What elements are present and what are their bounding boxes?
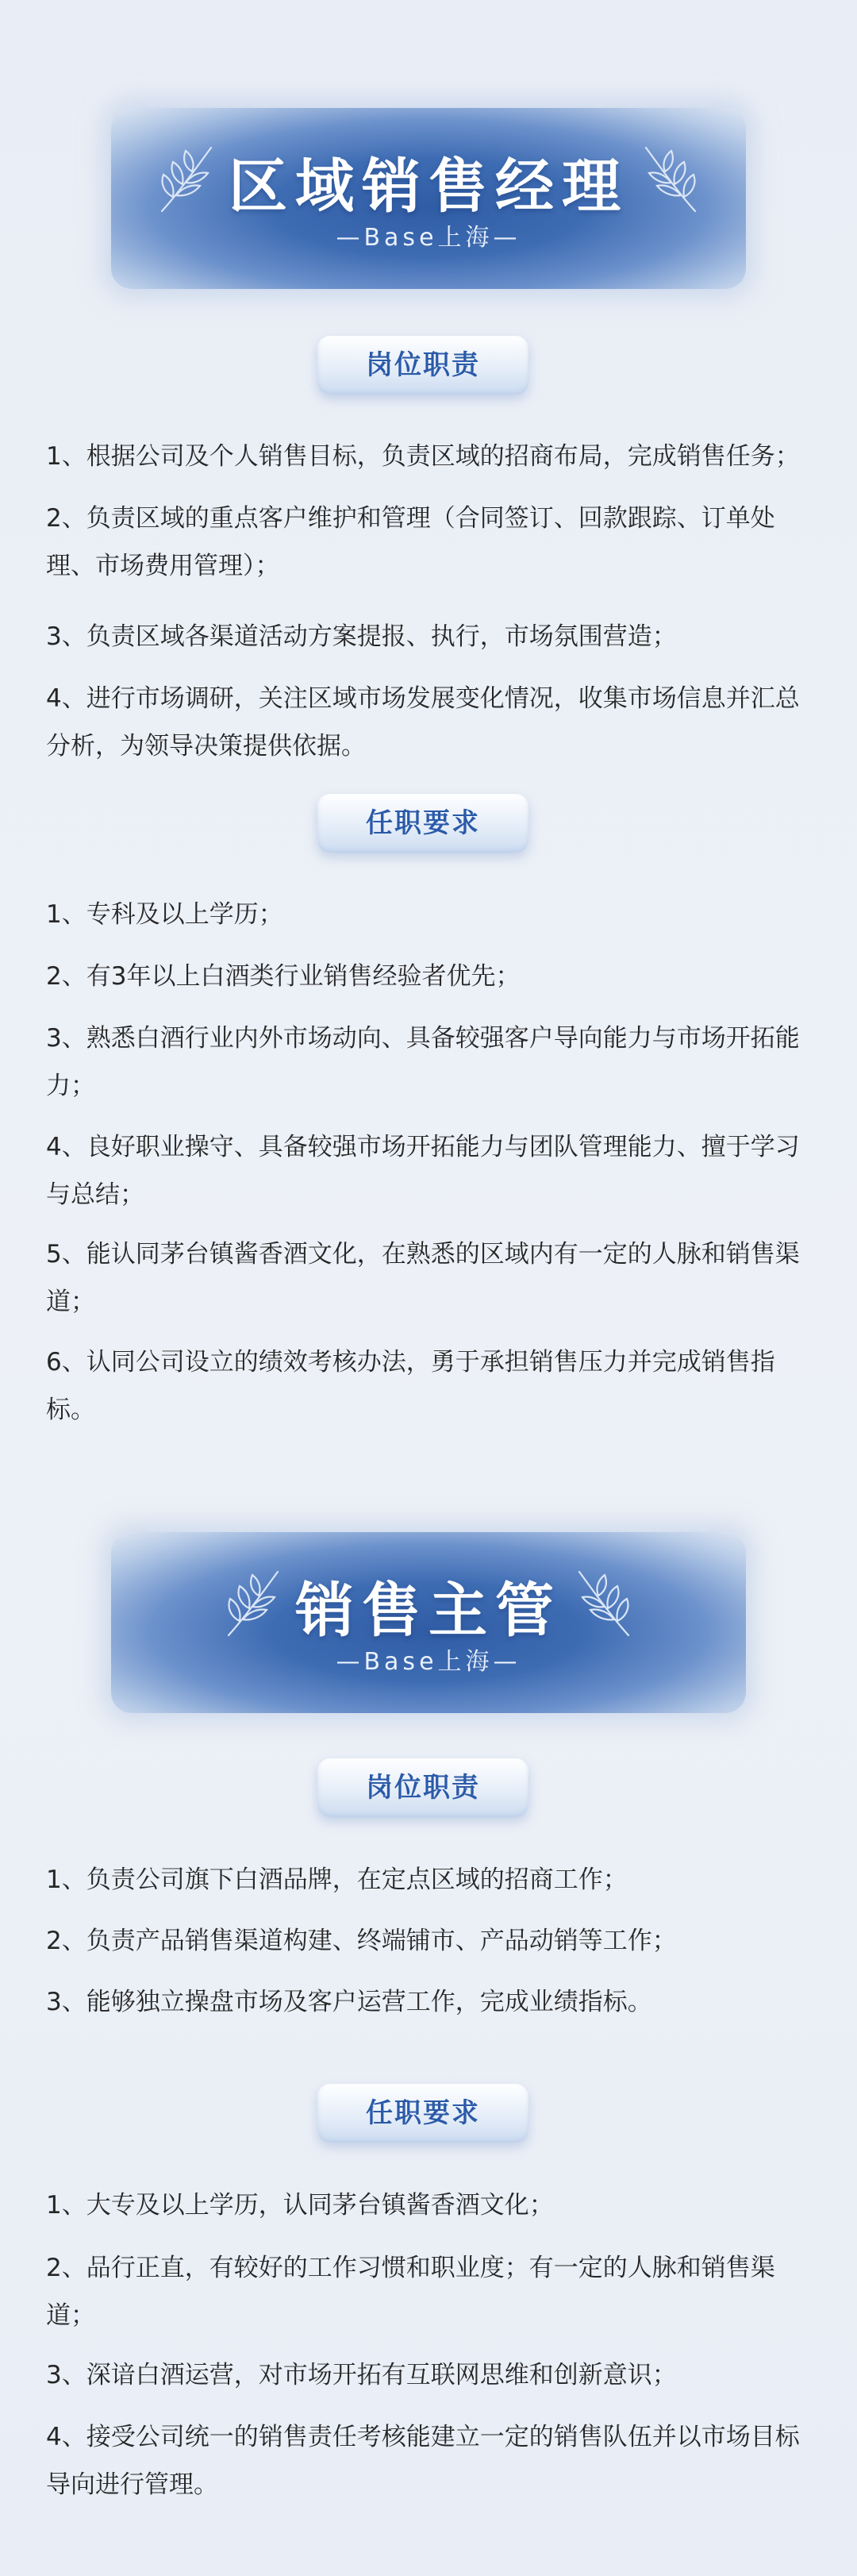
job-location: —Base上海— <box>336 224 521 252</box>
job-title-banner <box>111 1532 746 1713</box>
section-heading-duties: 岗位职责 <box>317 1758 528 1817</box>
requirement-item: 2、有3年以上白酒类行业销售经验者优先； <box>46 962 521 991</box>
duty-item: 2、负责区域的重点客户维护和管理（合同签订、回款跟踪、订单处理、市场费用管理）； <box>46 504 775 580</box>
section-heading-requirements: 任职要求 <box>317 2084 528 2143</box>
wheat-leaf-icon <box>641 143 701 214</box>
requirement-item: 2、品行正直，有较好的工作习惯和职业度；有一定的人脉和销售渠道； <box>46 2254 775 2330</box>
duty-item: 2、负责产品销售渠道构建、终端铺市、产品动销等工作； <box>46 1927 677 1955</box>
job-location: —Base上海— <box>336 1648 521 1676</box>
requirement-item: 4、接受公司统一的销售责任考核能建立一定的销售队伍并以市场目标导向进行管理。 <box>46 2423 800 2499</box>
requirement-item: 6、认同公司设立的绩效考核办法，勇于承担销售压力并完成销售指标。 <box>46 1348 775 1424</box>
section-heading-requirements: 任职要求 <box>317 794 528 853</box>
job-title-banner <box>111 108 746 289</box>
job-title: 区域销售经理 <box>229 152 628 221</box>
duty-item: 3、负责区域各渠道活动方案提报、执行，市场氛围营造； <box>46 622 677 651</box>
wheat-leaf-icon <box>575 1567 635 1638</box>
requirement-item: 1、大专及以上学历，认同茅台镇酱香酒文化； <box>46 2191 554 2220</box>
requirement-item: 1、专科及以上学历； <box>46 900 283 929</box>
duty-item: 3、能够独立操盘市场及客户运营工作，完成业绩指标。 <box>46 1988 652 2016</box>
requirement-item: 3、深谙白酒运营，对市场开拓有互联网思维和创新意识； <box>46 2361 677 2389</box>
requirement-item: 5、能认同茅台镇酱香酒文化，在熟悉的区域内有一定的人脉和销售渠道； <box>46 1240 800 1316</box>
section-heading-duties: 岗位职责 <box>317 336 528 395</box>
duty-item: 4、进行市场调研，关注区域市场发展变化情况，收集市场信息并汇总分析，为领导决策提供依据。 <box>46 684 800 760</box>
duty-item: 1、根据公司及个人销售目标，负责区域的招商布局，完成销售任务； <box>46 442 800 471</box>
requirement-item: 3、熟悉白酒行业内外市场动向、具备较强客户导向能力与市场开拓能力； <box>46 1024 800 1100</box>
job-title: 销售主管 <box>295 1577 562 1645</box>
duty-item: 1、负责公司旗下白酒品牌，在定点区域的招商工作； <box>46 1866 628 1894</box>
requirement-item: 4、良好职业操守、具备较强市场开拓能力与团队管理能力、擅于学习与总结； <box>46 1133 800 1209</box>
